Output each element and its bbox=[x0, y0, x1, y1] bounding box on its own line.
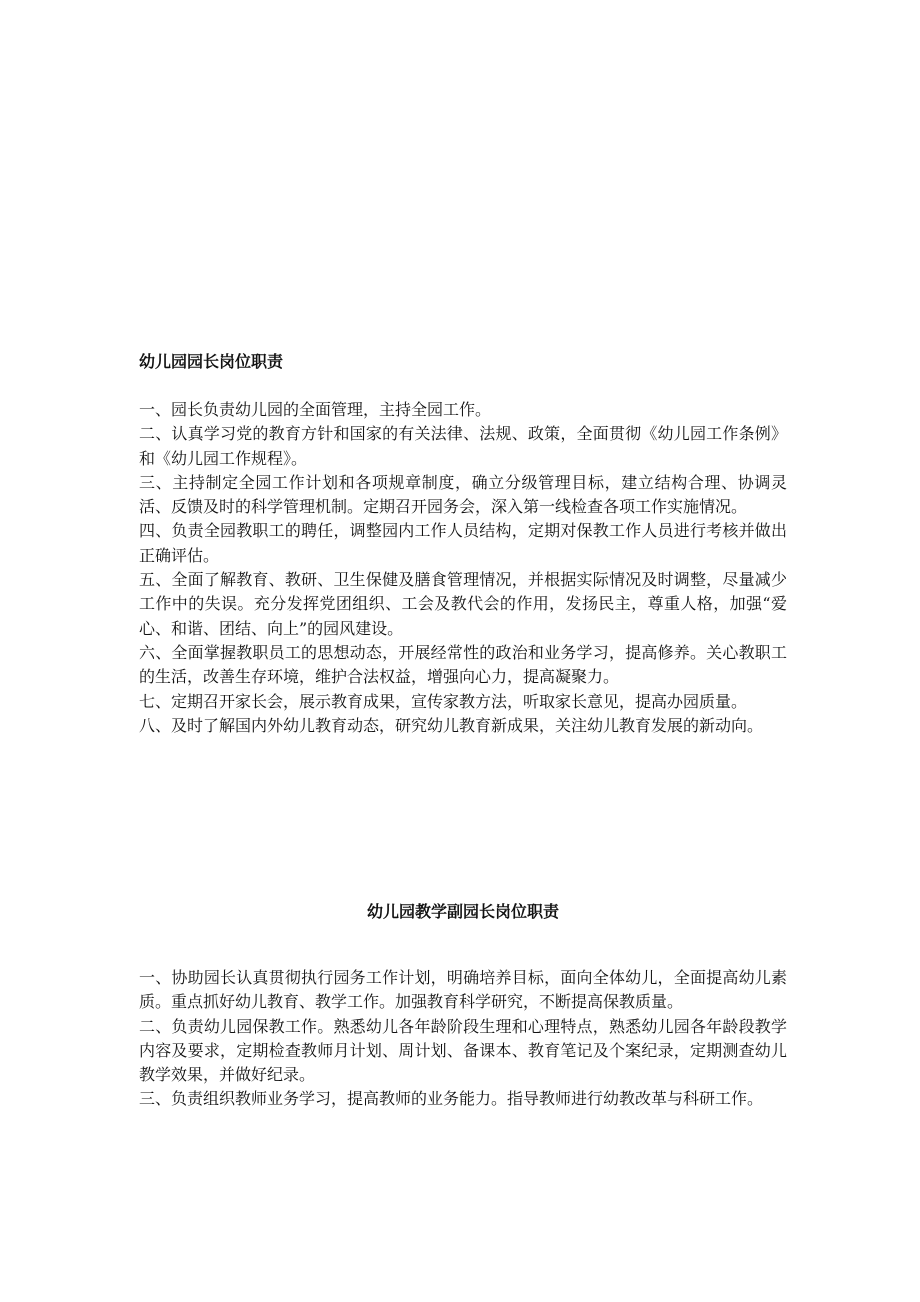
duty-item-2: 二、负责幼儿园保教工作。熟悉幼儿各年龄阶段生理和心理特点，熟悉幼儿园各年龄段教学内容及要求，定期检查教师月计划、周计划、备课本、教育笔记及个案纪录，定期测查幼儿教学效果，并做好纪录。 bbox=[139, 1016, 787, 1085]
section-title-principal: 幼儿园园长岗位职责 bbox=[139, 352, 284, 371]
duty-item-5: 五、全面了解教育、教研、卫生保健及膳食管理情况，并根据实际情况及时调整，尽量减少工作中的失误。充分发挥党团组织、工会及教代会的作用，发扬民主，尊重人格，加强“爱心、和谐、团结、向上”的园风建设。 bbox=[139, 570, 787, 638]
duty-item-3: 三、主持制定全园工作计划和各项规章制度，确立分级管理目标，建立结构合理、协调灵活、反馈及时的科学管理机制。定期召开园务会，深入第一线检查各项工作实施情况。 bbox=[139, 472, 787, 517]
duty-item-1: 一、协助园长认真贯彻执行园务工作计划，明确培养目标，面向全体幼儿，全面提高幼儿素质。重点抓好幼儿教育、教学工作。加强教育科学研究，不断提高保教质量。 bbox=[139, 968, 787, 1012]
section-title-vice-principal: 幼儿园教学副园长岗位职责 bbox=[366, 902, 559, 921]
spacer bbox=[139, 924, 787, 966]
vice-principal-duties-section bbox=[139, 900, 787, 1112]
spacer bbox=[139, 374, 787, 398]
duty-item-8: 八、及时了解国内外幼儿教育动态，研究幼儿教育新成果，关注幼儿教育发展的新动向。 bbox=[139, 715, 764, 735]
duty-item-1: 一、园长负责幼儿园的全面管理，主持全园工作。 bbox=[139, 400, 492, 419]
duty-item-7: 七、定期召开家长会，展示教育成果，宣传家教方法，听取家长意见，提高办园质量。 bbox=[139, 691, 748, 711]
duty-item-4: 四、负责全园教职工的聘任，调整园内工作人员结构，定期对保教工作人员进行考核并做出正确评估。 bbox=[139, 521, 787, 565]
principal-duties-section bbox=[139, 350, 787, 738]
duty-item-6: 六、全面掌握教职员工的思想动态，开展经常性的政治和业务学习，提高修养。关心教职工的生活，改善生存环境，维护合法权益，增强向心力，提高凝聚力。 bbox=[139, 642, 787, 687]
duty-item-2: 二、认真学习党的教育方针和国家的有关法律、法规、政策，全面贯彻《幼儿园工作条例》和《幼儿园工作规程》。 bbox=[139, 424, 787, 468]
duty-item-3: 三、负责组织教师业务学习，提高教师的业务能力。指导教师进行幼教改革与科研工作。 bbox=[139, 1089, 764, 1109]
